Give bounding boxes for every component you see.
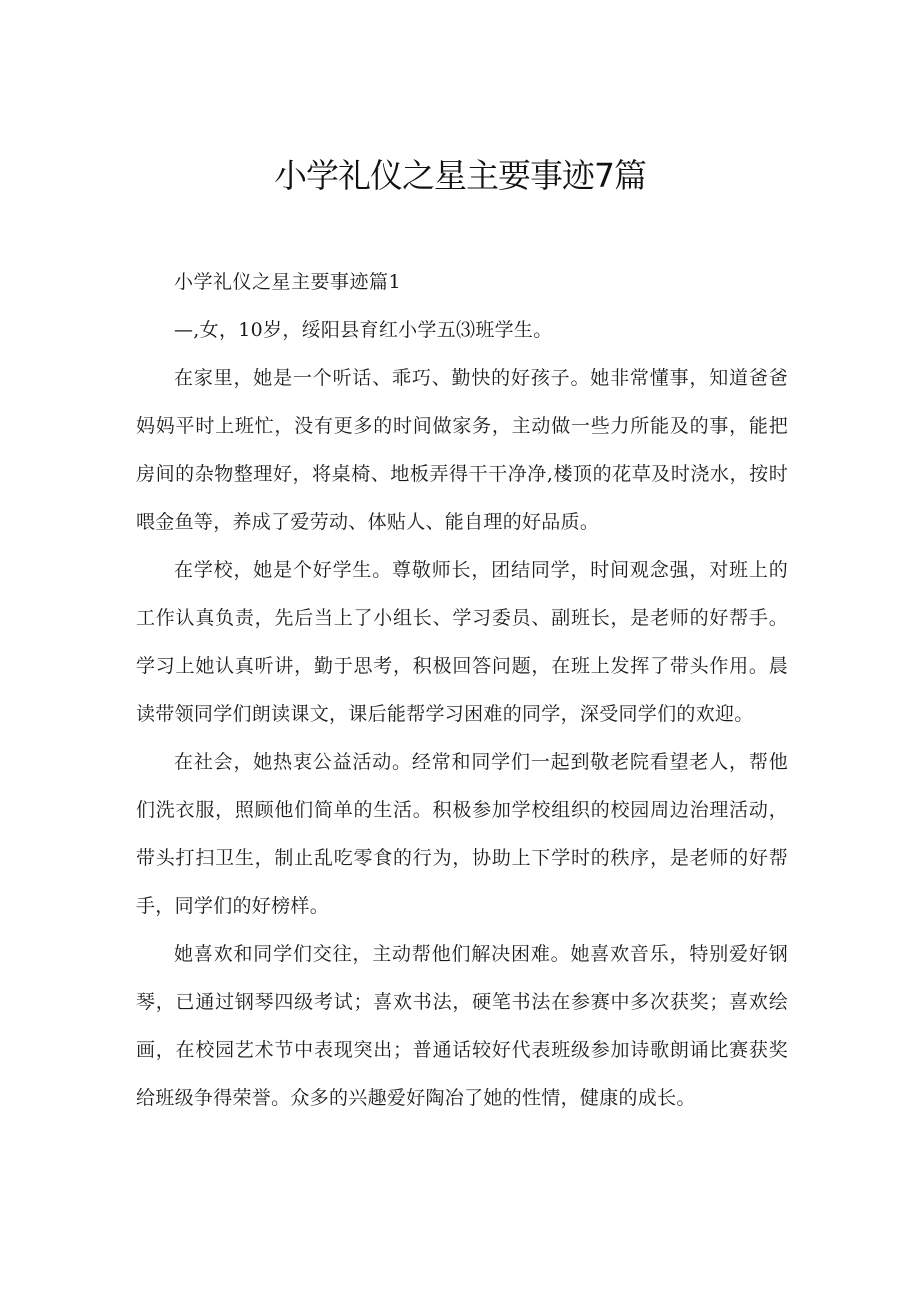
paragraph-society: 在社会，她热衷公益活动。经常和同学们一起到敬老院看望老人，帮他们洗衣服，照顾他们简单的生活。积极参加学校组织的校园周边治理活动，带头打扫卫生，制止乱吃零食的行为，协助上下学时的秩序，是老师的好帮手，同学们的好榜样。 — [136, 751, 788, 917]
document-title: 小学礼仪之星主要事迹7篇 — [274, 156, 646, 195]
section-heading: 小学礼仪之星主要事迹篇1 — [174, 271, 402, 293]
paragraph-home: 在家里，她是一个听话、乖巧、勤快的好孩子。她非常懂事，知道爸爸妈妈平时上班忙，没有更多的时间做家务，主动做一些力所能及的事，能把房间的杂物整理好，将桌椅、地板弄得干干净净,楼顶的花草及时浇水，按时喂金鱼等，养成了爱劳动、体贴人、能自理的好品质。 — [136, 367, 788, 533]
paragraph-school: 在学校，她是个好学生。尊敬师长，团结同学，时间观念强，对班上的工作认真负责，先后当上了小组长、学习委员、副班长，是老师的好帮手。学习上她认真听讲，勤于思考，积极回答问题，在班上发挥了带头作用。晨读带领同学们朗读课文，课后能帮学习困难的同学，深受同学们的欢迎。 — [136, 559, 788, 725]
document-body — [136, 258, 788, 1122]
paragraph-intro: —,女，10岁，绥阳县育红小学五⑶班学生。 — [174, 319, 553, 341]
paragraph-hobbies: 她喜欢和同学们交往，主动帮他们解决困难。她喜欢音乐，特别爱好钢琴，已通过钢琴四级考试；喜欢书法，硬笔书法在参赛中多次获奖；喜欢绘画，在校园艺术节中表现突出；普通话较好代表班级参加诗歌朗诵比赛获奖给班级争得荣誉。众多的兴趣爱好陶冶了她的性情，健康的成长。 — [136, 943, 788, 1109]
